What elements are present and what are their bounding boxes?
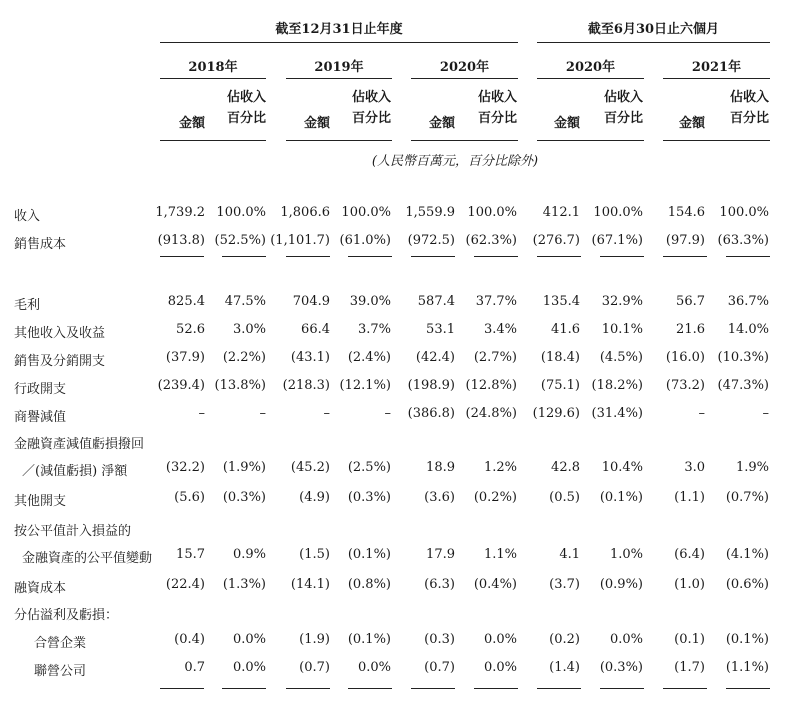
pct-cell: 100.0% <box>719 205 769 220</box>
amount-cell: (1.7) <box>674 660 705 675</box>
amount-cell: (913.8) <box>157 233 205 248</box>
pct-cell: (1.9%) <box>222 460 266 475</box>
group-header-six-months-rule <box>537 42 770 43</box>
bottom-rule <box>286 688 330 689</box>
pct-header-line2: 百分比 <box>729 111 769 126</box>
pct-cell: (0.4%) <box>473 577 517 592</box>
amount-cell: 66.4 <box>301 322 330 337</box>
pct-of-revenue-column-header <box>331 87 391 129</box>
amount-cell: (129.6) <box>532 406 580 421</box>
amount-cell: (73.2) <box>665 378 705 393</box>
subtotal-rule <box>474 256 518 257</box>
amount-cell: (1.9) <box>299 632 330 647</box>
bottom-rule <box>600 688 644 689</box>
amount-cell: (45.2) <box>290 460 330 475</box>
amount-cell: (97.9) <box>665 233 705 248</box>
pct-cell: 0.0% <box>609 632 643 647</box>
amount-cell: (32.2) <box>165 460 205 475</box>
amount-cell: 135.4 <box>542 294 580 309</box>
pct-cell: 3.0% <box>232 322 266 337</box>
pct-cell: 0.0% <box>232 632 266 647</box>
pct-cell: 10.1% <box>601 322 643 337</box>
pct-cell: 100.0% <box>341 205 391 220</box>
group-header-fiscal-year-rule <box>160 42 518 43</box>
pct-cell: (47.3%) <box>717 378 769 393</box>
pct-cell: 0.0% <box>483 632 517 647</box>
amount-cell: 17.9 <box>426 547 455 562</box>
amount-cell: 56.7 <box>676 294 705 309</box>
pct-header-line1: 佔收入 <box>477 90 517 105</box>
row-label: ／(減值虧損) 淨額 <box>22 464 128 479</box>
pct-cell: – <box>762 406 769 421</box>
amount-cell: 53.1 <box>426 322 455 337</box>
pct-of-revenue-column-header <box>583 87 643 129</box>
amount-cell: 825.4 <box>167 294 205 309</box>
sub-header-rule <box>411 140 518 141</box>
row-label: 金融資產減值虧損撥回 <box>14 437 145 452</box>
amount-cell: (0.7) <box>424 660 455 675</box>
amount-cell: 4.1 <box>559 547 580 562</box>
pct-cell: 1.2% <box>483 460 517 475</box>
amount-cell: (0.2) <box>549 632 580 647</box>
amount-cell: 52.6 <box>176 322 205 337</box>
year-header-rule <box>286 78 392 79</box>
subtotal-rule <box>726 256 770 257</box>
pct-cell: – <box>384 406 391 421</box>
amount-cell: 154.6 <box>667 205 705 220</box>
amount-cell: (75.1) <box>540 378 580 393</box>
pct-cell: (24.8%) <box>465 406 517 421</box>
amount-cell: (0.3) <box>424 632 455 647</box>
pct-cell: 32.9% <box>601 294 643 309</box>
year-header: 2020年 <box>565 60 616 75</box>
amount-cell: (972.5) <box>407 233 455 248</box>
pct-cell: 14.0% <box>727 322 769 337</box>
row-label: 按公平值計入損益的 <box>14 524 132 539</box>
pct-cell: 39.0% <box>349 294 391 309</box>
pct-cell: (0.1%) <box>725 632 769 647</box>
amount-column-header: 金額 <box>303 116 330 131</box>
subtotal-rule <box>663 256 707 257</box>
pct-cell: 10.4% <box>601 460 643 475</box>
pct-cell: (0.2%) <box>473 490 517 505</box>
pct-header-line1: 佔收入 <box>226 90 266 105</box>
pct-cell: (12.8%) <box>465 378 517 393</box>
row-label: 銷售成本 <box>14 237 67 252</box>
pct-cell: 1.1% <box>483 547 517 562</box>
year-header-rule <box>537 78 644 79</box>
amount-cell: (6.3) <box>424 577 455 592</box>
pct-cell: 37.7% <box>475 294 517 309</box>
pct-cell: (2.2%) <box>222 350 266 365</box>
row-label: 其他開支 <box>14 494 67 509</box>
pct-cell: (18.2%) <box>591 378 643 393</box>
amount-cell: (198.9) <box>407 378 455 393</box>
amount-cell: 3.0 <box>684 460 705 475</box>
pct-header-line2: 百分比 <box>351 111 391 126</box>
row-label: 合營企業 <box>34 636 87 651</box>
amount-cell: (37.9) <box>165 350 205 365</box>
pct-cell: (62.3%) <box>465 233 517 248</box>
amount-cell: (386.8) <box>407 406 455 421</box>
pct-cell: 0.0% <box>483 660 517 675</box>
year-header: 2020年 <box>439 60 490 75</box>
pct-cell: (0.8%) <box>347 577 391 592</box>
amount-cell: (4.9) <box>299 490 330 505</box>
amount-cell: (0.5) <box>549 490 580 505</box>
row-label: 其他收入及收益 <box>14 326 106 341</box>
pct-cell: (0.1%) <box>347 547 391 562</box>
subtotal-rule <box>600 256 644 257</box>
amount-cell: (218.3) <box>282 378 330 393</box>
amount-cell: (6.4) <box>674 547 705 562</box>
row-label: 行政開支 <box>14 382 67 397</box>
amount-cell: (16.0) <box>665 350 705 365</box>
pct-cell: (0.3%) <box>599 660 643 675</box>
amount-cell: 41.6 <box>551 322 580 337</box>
pct-cell: (4.1%) <box>725 547 769 562</box>
amount-cell: 1,559.9 <box>405 205 455 220</box>
amount-cell: – <box>323 406 330 421</box>
year-header: 2018年 <box>188 60 238 75</box>
amount-cell: (0.7) <box>299 660 330 675</box>
amount-cell: (3.7) <box>549 577 580 592</box>
amount-cell: 21.6 <box>676 322 705 337</box>
pct-cell: (0.1%) <box>599 490 643 505</box>
pct-header-line1: 佔收入 <box>603 90 643 105</box>
row-label: 銷售及分銷開支 <box>14 354 106 369</box>
sub-header-rule <box>537 140 644 141</box>
pct-of-revenue-column-header <box>709 87 769 129</box>
amount-cell: 1,806.6 <box>280 205 330 220</box>
pct-cell: (1.3%) <box>222 577 266 592</box>
pct-cell: 47.5% <box>224 294 266 309</box>
pct-cell: 36.7% <box>727 294 769 309</box>
pct-cell: (0.6%) <box>725 577 769 592</box>
pct-cell: 0.0% <box>357 660 391 675</box>
bottom-rule <box>726 688 770 689</box>
amount-cell: 42.8 <box>551 460 580 475</box>
pct-cell: 100.0% <box>593 205 643 220</box>
pct-header-line2: 百分比 <box>477 111 517 126</box>
amount-cell: (22.4) <box>165 577 205 592</box>
sub-header-rule <box>663 140 770 141</box>
amount-cell: 15.7 <box>176 547 205 562</box>
pct-header-line1: 佔收入 <box>351 90 391 105</box>
subtotal-rule <box>411 256 455 257</box>
pct-cell: (4.5%) <box>599 350 643 365</box>
pct-cell: 3.4% <box>483 322 517 337</box>
amount-column-header: 金額 <box>678 116 705 131</box>
row-label: 毛利 <box>14 298 41 313</box>
pct-header-line2: 百分比 <box>603 111 643 126</box>
bottom-rule <box>474 688 518 689</box>
year-header: 2021年 <box>691 60 742 75</box>
pct-cell: (31.4%) <box>591 406 643 421</box>
amount-cell: (1.5) <box>299 547 330 562</box>
pct-cell: (2.7%) <box>473 350 517 365</box>
amount-cell: – <box>698 406 705 421</box>
group-header-fiscal-year: 截至12月31日止年度 <box>275 22 403 37</box>
amount-cell: (1.0) <box>674 577 705 592</box>
row-label: 收入 <box>14 209 41 224</box>
sub-header-rule <box>286 140 392 141</box>
pct-cell: 0.9% <box>232 547 266 562</box>
amount-cell: (0.4) <box>174 632 205 647</box>
pct-cell: (63.3%) <box>717 233 769 248</box>
subtotal-rule <box>222 256 266 257</box>
bottom-rule <box>222 688 266 689</box>
pct-cell: 1.9% <box>735 460 769 475</box>
subtotal-rule <box>348 256 392 257</box>
bottom-rule <box>537 688 581 689</box>
year-header-rule <box>411 78 518 79</box>
row-label: 融資成本 <box>14 581 67 596</box>
amount-cell: (276.7) <box>532 233 580 248</box>
amount-cell: (3.6) <box>424 490 455 505</box>
pct-of-revenue-column-header <box>457 87 517 129</box>
year-header: 2019年 <box>314 60 364 75</box>
pct-cell: (13.8%) <box>214 378 266 393</box>
group-header-six-months: 截至6月30日止六個月 <box>587 22 720 37</box>
pct-cell: (0.3%) <box>222 490 266 505</box>
pct-cell: (1.1%) <box>725 660 769 675</box>
bottom-rule <box>348 688 392 689</box>
row-label: 聯營公司 <box>34 664 87 679</box>
amount-column-header: 金額 <box>178 116 205 131</box>
pct-cell: 100.0% <box>216 205 266 220</box>
pct-cell: 0.0% <box>232 660 266 675</box>
amount-cell: (1.1) <box>674 490 705 505</box>
pct-cell: (10.3%) <box>717 350 769 365</box>
amount-cell: (42.4) <box>415 350 455 365</box>
pct-cell: (52.5%) <box>214 233 266 248</box>
amount-cell: (1,101.7) <box>270 233 330 248</box>
row-label: 金融資產的公平值變動 <box>22 551 153 566</box>
pct-cell: (12.1%) <box>339 378 391 393</box>
pct-of-revenue-column-header <box>206 87 266 129</box>
row-label: 分佔溢利及虧損： <box>14 608 119 623</box>
unit-note: (人民幣百萬元，百分比除外) <box>371 154 539 169</box>
amount-cell: (1.4) <box>549 660 580 675</box>
subtotal-rule <box>537 256 581 257</box>
year-header-rule <box>663 78 770 79</box>
pct-cell: (67.1%) <box>591 233 643 248</box>
pct-cell: – <box>259 406 266 421</box>
subtotal-rule <box>286 256 330 257</box>
subtotal-rule <box>160 256 204 257</box>
amount-cell: (0.1) <box>674 632 705 647</box>
amount-column-header: 金額 <box>428 116 455 131</box>
pct-cell: 3.7% <box>357 322 391 337</box>
sub-header-rule <box>160 140 266 141</box>
amount-cell: 0.7 <box>184 660 205 675</box>
amount-cell: (5.6) <box>174 490 205 505</box>
bottom-rule <box>160 688 204 689</box>
amount-cell: (239.4) <box>157 378 205 393</box>
pct-cell: (0.3%) <box>347 490 391 505</box>
pct-header-line2: 百分比 <box>226 111 266 126</box>
pct-cell: (0.7%) <box>725 490 769 505</box>
pct-cell: (0.1%) <box>347 632 391 647</box>
amount-cell: 704.9 <box>292 294 330 309</box>
amount-cell: (43.1) <box>290 350 330 365</box>
amount-cell: 412.1 <box>542 205 580 220</box>
pct-cell: (2.4%) <box>347 350 391 365</box>
amount-cell: 587.4 <box>417 294 455 309</box>
pct-header-line1: 佔收入 <box>729 90 769 105</box>
bottom-rule <box>663 688 707 689</box>
pct-cell: (0.9%) <box>599 577 643 592</box>
amount-column-header: 金額 <box>553 116 580 131</box>
pct-cell: 100.0% <box>467 205 517 220</box>
pct-cell: 1.0% <box>609 547 643 562</box>
amount-cell: 1,739.2 <box>155 205 205 220</box>
year-header-rule <box>160 78 266 79</box>
amount-cell: 18.9 <box>426 460 455 475</box>
amount-cell: (18.4) <box>540 350 580 365</box>
amount-cell: (14.1) <box>290 577 330 592</box>
bottom-rule <box>411 688 455 689</box>
row-label: 商譽減值 <box>14 410 67 425</box>
pct-cell: (2.5%) <box>347 460 391 475</box>
pct-cell: (61.0%) <box>339 233 391 248</box>
amount-cell: – <box>198 406 205 421</box>
